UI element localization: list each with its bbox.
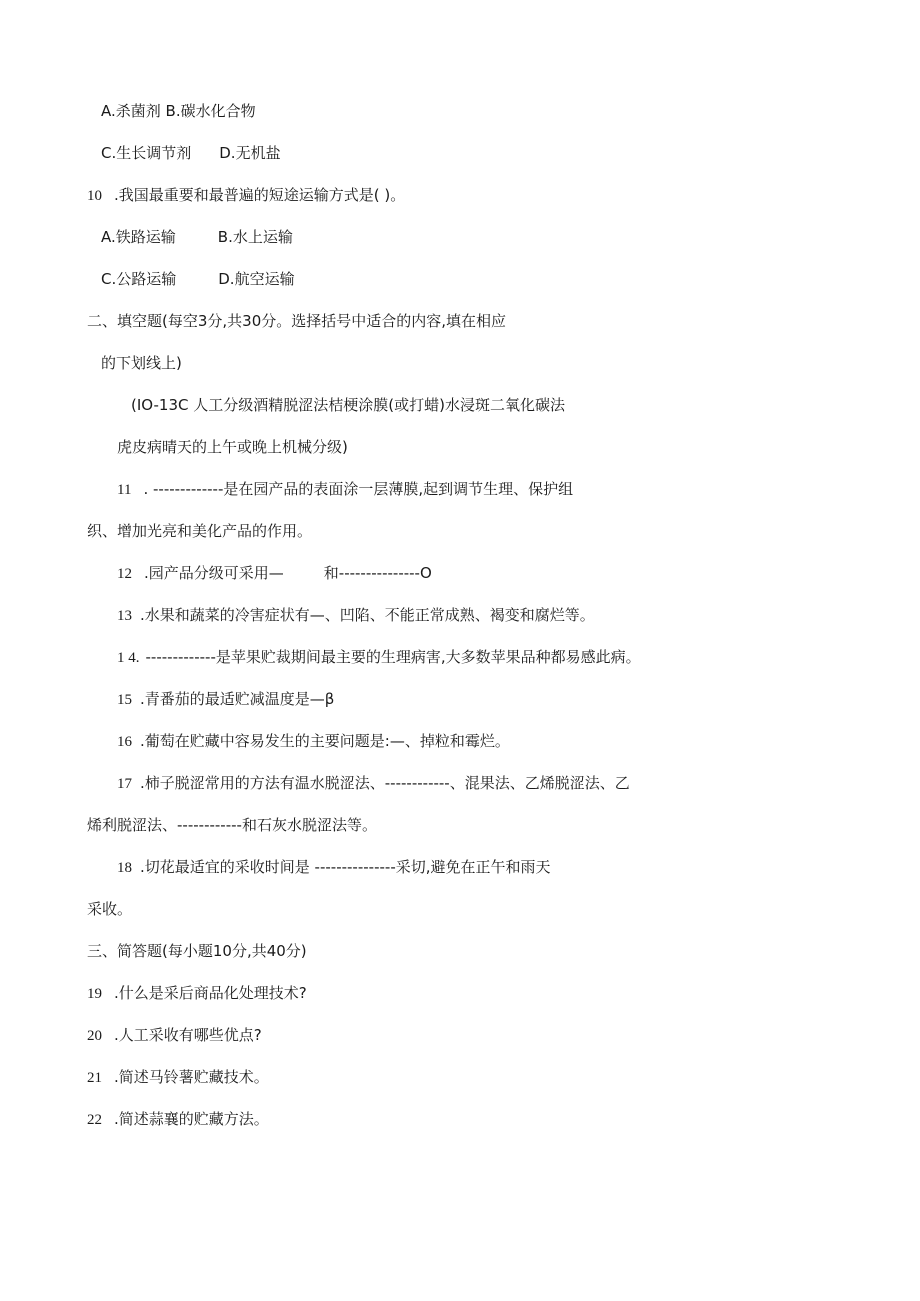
q22-question <box>87 1109 269 1130</box>
q9-option-d: D.无机盐 <box>219 144 281 162</box>
q19-question <box>87 983 307 1004</box>
q9-options-ab: A.杀菌剂 B.碳水化合物 <box>101 102 256 120</box>
q22-text: .简述蒜襄的贮藏方法。 <box>114 1110 269 1128</box>
q11-number: 11 <box>117 482 132 498</box>
q11-line2: 织、增加光亮和美化产品的作用。 <box>87 522 313 540</box>
word-bank-line2: 虎皮病晴天的上午或晚上机械分级) <box>117 438 348 456</box>
q17-text: .柿子脱涩常用的方法有温水脱涩法、------------、混果法、乙烯脱涩法、乙 <box>140 774 630 792</box>
q16-question <box>117 731 510 752</box>
q21-number: 21 <box>87 1070 102 1086</box>
q12-number: 12 <box>117 566 132 582</box>
q12-text-part1: .园产品分级可采用— <box>144 564 284 582</box>
q15-question <box>117 689 334 710</box>
section3-heading: 三、简答题(每小题10分,共40分) <box>87 942 307 960</box>
q16-number: 16 <box>117 734 132 750</box>
q13-question <box>117 605 595 626</box>
q14-number: 1 4. <box>117 650 140 666</box>
q13-text: .水果和蔬菜的冷害症状有—、凹陷、不能正常成熟、褐变和腐烂等。 <box>140 606 595 624</box>
q13-number: 13 <box>117 608 132 624</box>
q10-options-line1 <box>101 227 293 247</box>
q11-line1 <box>117 479 573 500</box>
q17-number: 17 <box>117 776 132 792</box>
q21-question <box>87 1067 269 1088</box>
q20-question <box>87 1025 262 1046</box>
q21-text: .简述马铃薯贮藏技术。 <box>114 1068 269 1086</box>
q10-number: 10 <box>87 188 102 204</box>
q18-number: 18 <box>117 860 132 876</box>
q9-options-line2 <box>101 143 281 163</box>
q9-options-line1 <box>101 101 256 121</box>
word-bank-line1: (IO-13C 人工分级酒精脱涩法桔梗涂膜(或打蜡)水浸斑二氧化碳法 <box>131 396 565 414</box>
q10-option-a: A.铁路运输 <box>101 228 176 246</box>
q18-line1 <box>117 857 551 878</box>
q15-number: 15 <box>117 692 132 708</box>
q20-number: 20 <box>87 1028 102 1044</box>
q11-text: . -------------是在园产品的表面涂一层薄膜,起到调节生理、保护组 <box>143 480 574 498</box>
q12-text-part2: 和---------------O <box>323 564 432 582</box>
section2-heading-line2: 的下划线上) <box>101 354 182 372</box>
section2-heading-line1: 二、填空题(每空3分,共30分。选择括号中适合的内容,填在相应 <box>87 312 507 330</box>
q9-option-c: C.生长调节剂 <box>101 144 192 162</box>
q10-options-line2 <box>101 269 295 289</box>
q22-number: 22 <box>87 1112 102 1128</box>
q20-text: .人工采收有哪些优点? <box>114 1026 262 1044</box>
q17-line1 <box>117 773 630 794</box>
q17-line2: 烯利脱涩法、------------和石灰水脱涩法等。 <box>87 816 377 834</box>
q18-line2: 采收。 <box>87 900 133 918</box>
q15-text: .青番茄的最适贮减温度是—β <box>140 690 335 708</box>
q14-question <box>117 647 641 668</box>
q10-option-d: D.航空运输 <box>218 270 295 288</box>
q19-number: 19 <box>87 986 102 1002</box>
q12-question <box>117 563 432 584</box>
q18-text: .切花最适宜的采收时间是 ---------------采切,避免在正午和雨天 <box>140 858 551 876</box>
q10-text: .我国最重要和最普遍的短途运输方式是( )。 <box>114 186 406 204</box>
q10-option-b: B.水上运输 <box>217 228 293 246</box>
q10-question <box>87 185 405 206</box>
q16-text: .葡萄在贮藏中容易发生的主要问题是:—、掉粒和霉烂。 <box>140 732 510 750</box>
q14-text: -------------是苹果贮裁期间最主要的生理病害,大多数苹果品种都易感此病。 <box>145 648 641 666</box>
q10-option-c: C.公路运输 <box>101 270 177 288</box>
q19-text: .什么是采后商品化处理技术? <box>114 984 307 1002</box>
